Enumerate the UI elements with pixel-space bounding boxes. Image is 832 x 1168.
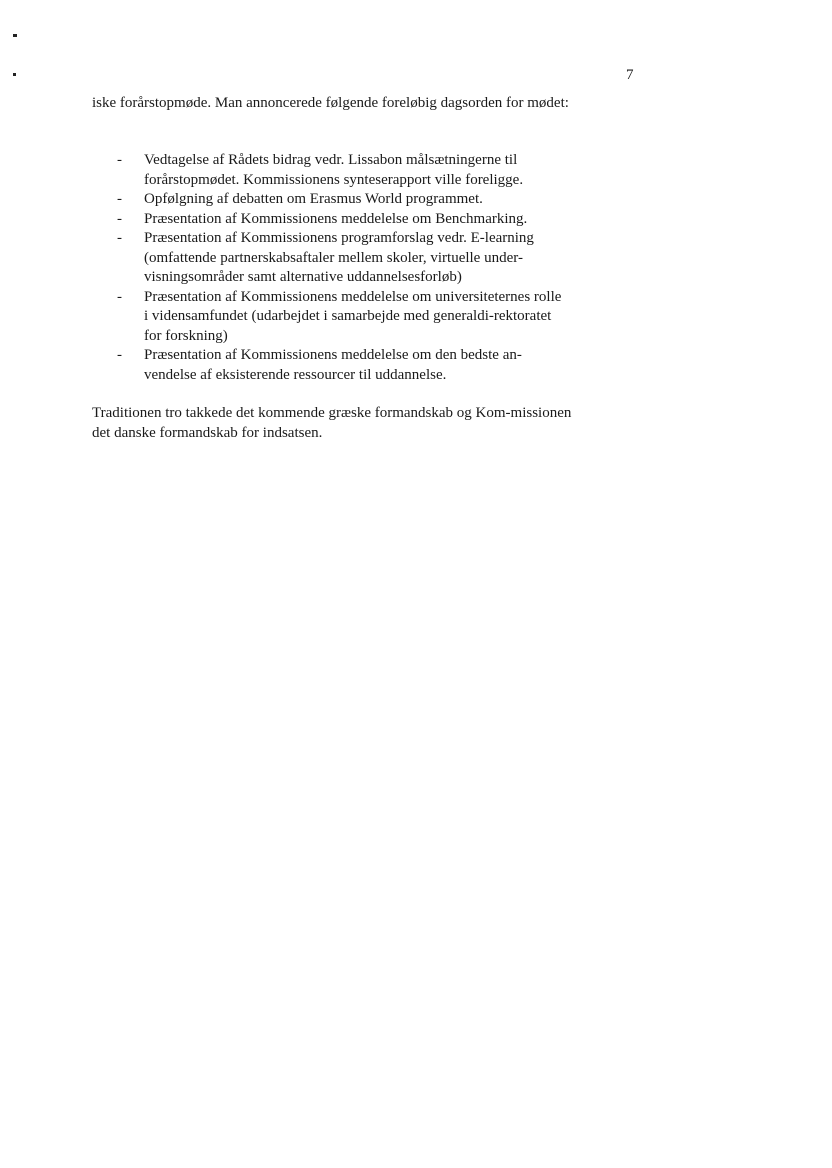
agenda-item-text: Præsentation af Kommissionens programforslag vedr. E-learning (omfattende partnerskabsaftaler mellem skoler, virtuelle under-visningsområder samt alternative uddannelsesforløb) <box>144 230 534 285</box>
agenda-item <box>92 288 572 347</box>
agenda-list <box>92 151 572 385</box>
agenda-item-text: Præsentation af Kommissionens meddelelse om universiteternes rolle i vidensamfundet (udarbejdet i samarbejde med generaldi-rektoratet for forskning) <box>144 288 562 344</box>
agenda-item <box>92 210 572 230</box>
agenda-item-text: Opfølgning af debatten om Erasmus World programmet. <box>144 191 483 207</box>
bullet-dash: - <box>117 288 122 305</box>
agenda-item <box>92 346 572 385</box>
agenda-item <box>92 190 572 210</box>
bullet-dash: - <box>117 230 122 246</box>
scan-artifact-mark <box>13 34 17 37</box>
intro-paragraph: iske forårstopmøde. Man annoncerede følgende foreløbig dagsorden for mødet: <box>92 95 569 111</box>
page-number: 7 <box>626 67 634 83</box>
agenda-item <box>92 229 572 288</box>
agenda-item-text: Præsentation af Kommissionens meddelelse om den bedste an-vendelse af eksisterende ressourcer til uddannelse. <box>144 347 522 383</box>
closing-paragraph: Traditionen tro takkede det kommende græske formandskab og Kom-missionen det danske formandskab for indsatsen. <box>92 405 572 441</box>
bullet-dash: - <box>117 347 122 363</box>
bullet-dash: - <box>117 210 122 227</box>
agenda-item <box>92 151 572 190</box>
bullet-dash: - <box>117 191 122 207</box>
agenda-item-text: Vedtagelse af Rådets bidrag vedr. Lissabon målsætningerne til forårstopmødet. Kommissionens synteserapport ville foreligge. <box>144 152 524 188</box>
bullet-dash: - <box>117 152 122 168</box>
agenda-item-text: Præsentation af Kommissionens meddelelse om Benchmarking. <box>144 210 528 227</box>
scan-artifact-mark <box>13 73 16 76</box>
